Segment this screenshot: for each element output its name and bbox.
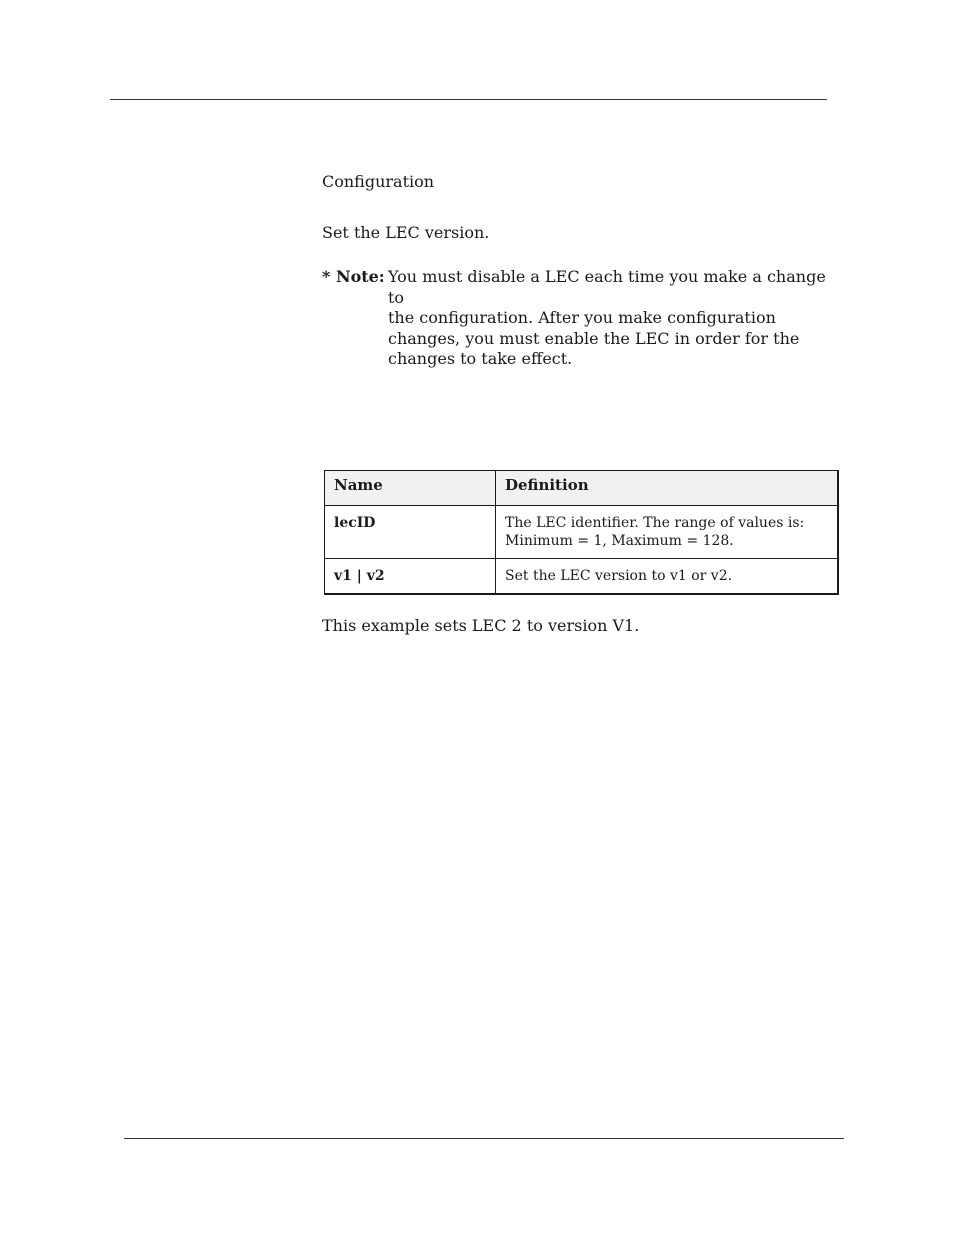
param-definition [496, 506, 839, 559]
definition-line: Minimum = 1, Maximum = 128. [505, 533, 734, 549]
param-definition [496, 559, 839, 595]
parameter-table [324, 470, 839, 595]
definition-line: Set the LEC version to v1 or v2. [505, 568, 733, 584]
footer-rule [124, 1138, 844, 1139]
param-name: v1 | v2 [325, 559, 496, 595]
table-row [325, 506, 839, 559]
mode-label: Configuration [322, 172, 435, 191]
note-line: You must disable a LEC each time you make a change to [388, 267, 826, 307]
header-name: Name [325, 471, 496, 506]
note-body [388, 267, 828, 370]
param-name: lecID [325, 506, 496, 559]
example-text: This example sets LEC 2 to version V1. [322, 616, 640, 635]
note-line: changes to take effect. [388, 349, 573, 368]
note-line: the configuration. After you make configuration [388, 308, 776, 327]
header-rule [110, 99, 827, 100]
header-definition: Definition [496, 471, 839, 506]
note-label: * Note: [322, 267, 385, 286]
table-header-row [325, 471, 839, 506]
definition-line: The LEC identifier. The range of values is: [505, 515, 805, 531]
table-row [325, 559, 839, 595]
note-line: changes, you must enable the LEC in order for the [388, 328, 800, 348]
description-text: Set the LEC version. [322, 223, 490, 242]
